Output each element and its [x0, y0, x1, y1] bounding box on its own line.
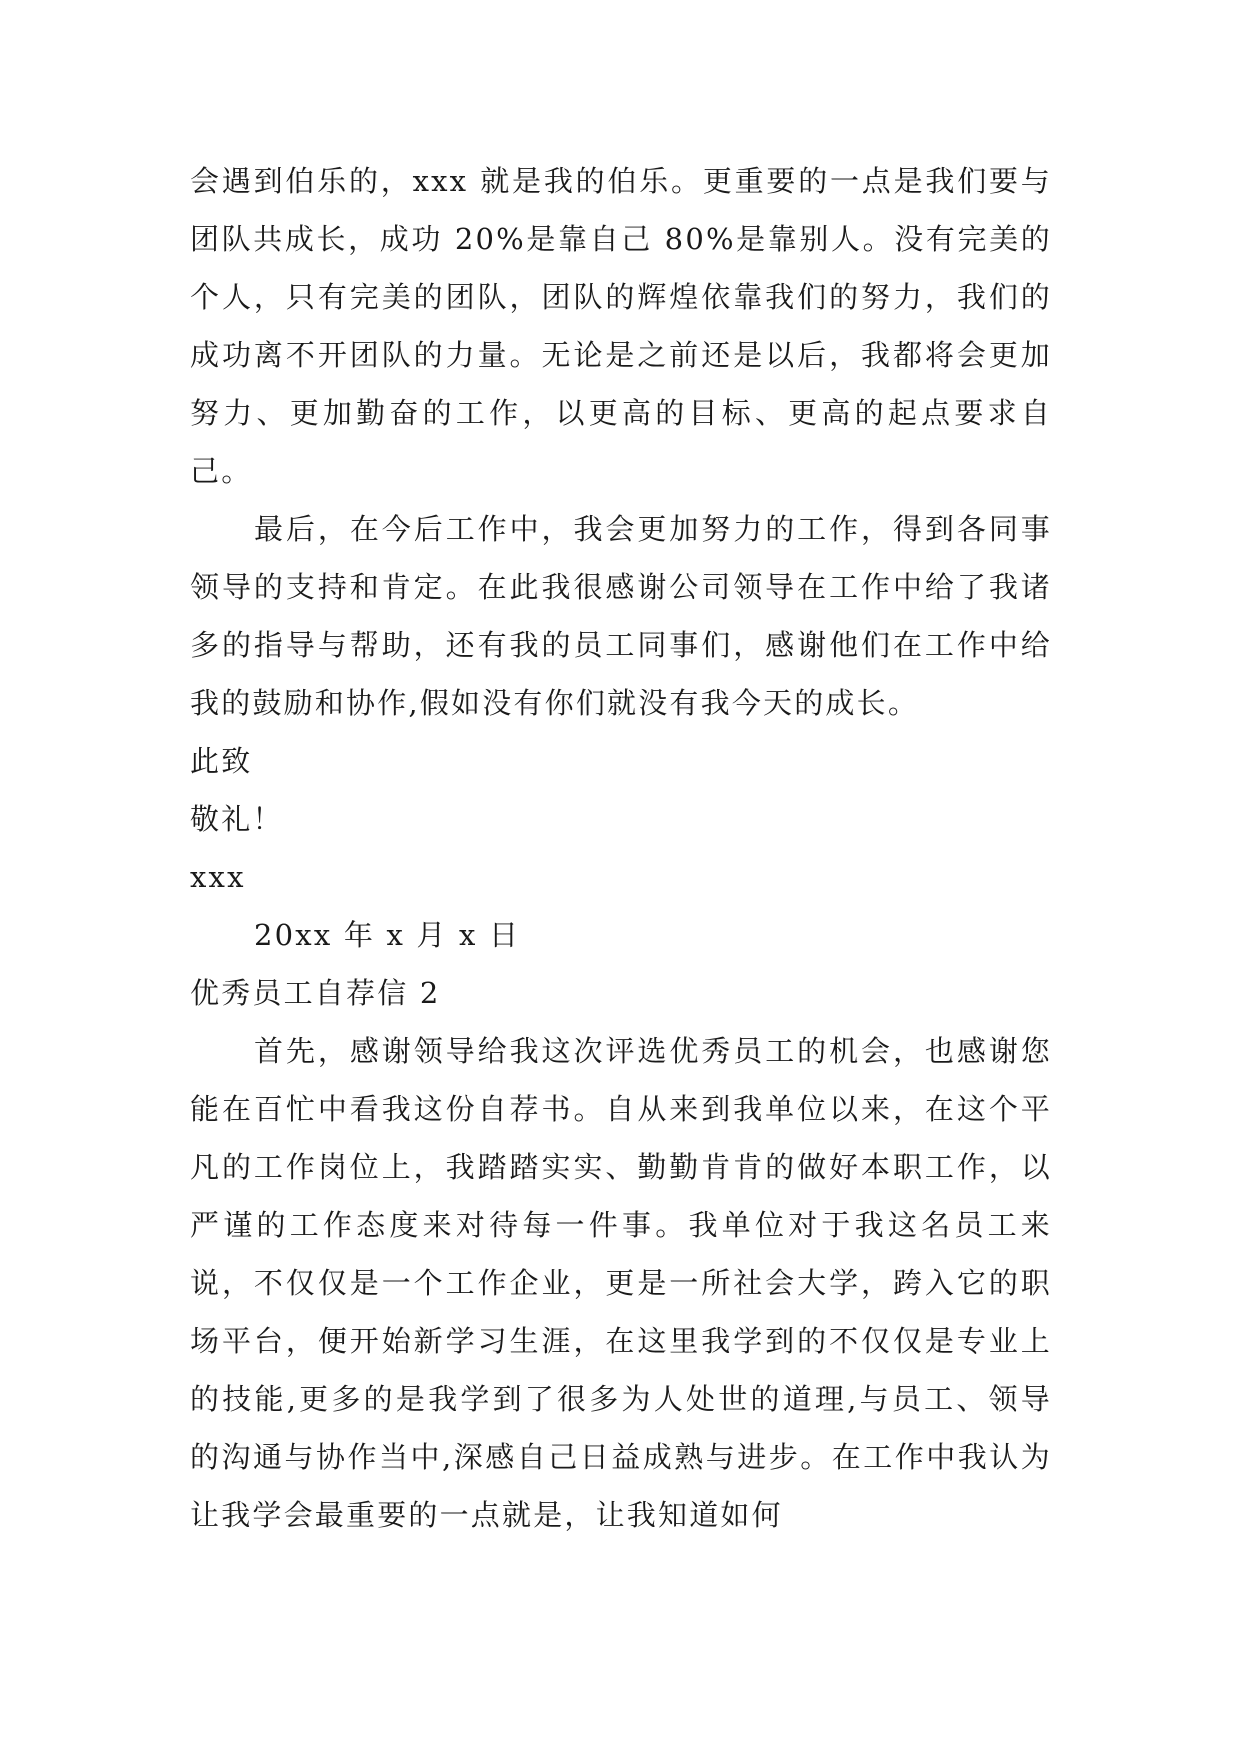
document-page	[190, 152, 1052, 1544]
letter-date: 20xx 年 x 月 x 日	[254, 918, 521, 952]
letter2-paragraph-1: 首先，感谢领导给我这次评选优秀员工的机会，也感谢您能在百忙中看我这份自荐书。自从来到我单位以来，在这个平凡的工作岗位上，我踏踏实实、勤勤肯肯的做好本职工作，以严谨的工作态度来对待每一件事。我单位对于我这名员工来说，不仅仅是一个工作企业，更是一所社会大学，跨入它的职场平台，便开始新学习生涯，在这里我学到的不仅仅是专业上的技能,更多的是我学到了很多为人处世的道理,与员工、领导的沟通与协作当中,深感自己日益成熟与进步。在工作中我认为让我学会最重要的一点就是，让我知道如何	[190, 1034, 1052, 1532]
closing-regards: 敬礼！	[190, 802, 284, 836]
letter1-paragraph-last: 最后，在今后工作中，我会更加努力的工作，得到各同事领导的支持和肯定。在此我很感谢公司领导在工作中给了我诸多的指导与帮助，还有我的员工同事们，感谢他们在工作中给我的鼓励和协作,假如没有你们就没有我今天的成长。	[190, 512, 1052, 720]
letter1-paragraph-continued: 会遇到伯乐的，xxx 就是我的伯乐。更重要的一点是我们要与团队共成长，成功 20%是靠自己 80%是靠别人。没有完美的个人，只有完美的团队，团队的辉煌依靠我们的努力，我们的成功离不开团队的力量。无论是之前还是以后，我都将会更加努力、更加勤奋的工作，以更高的目标、更高的起点要求自己。	[190, 164, 1052, 488]
signature: xxx	[190, 860, 246, 894]
closing-salutation: 此致	[190, 744, 253, 778]
letter2-title: 优秀员工自荐信 2	[190, 976, 441, 1010]
